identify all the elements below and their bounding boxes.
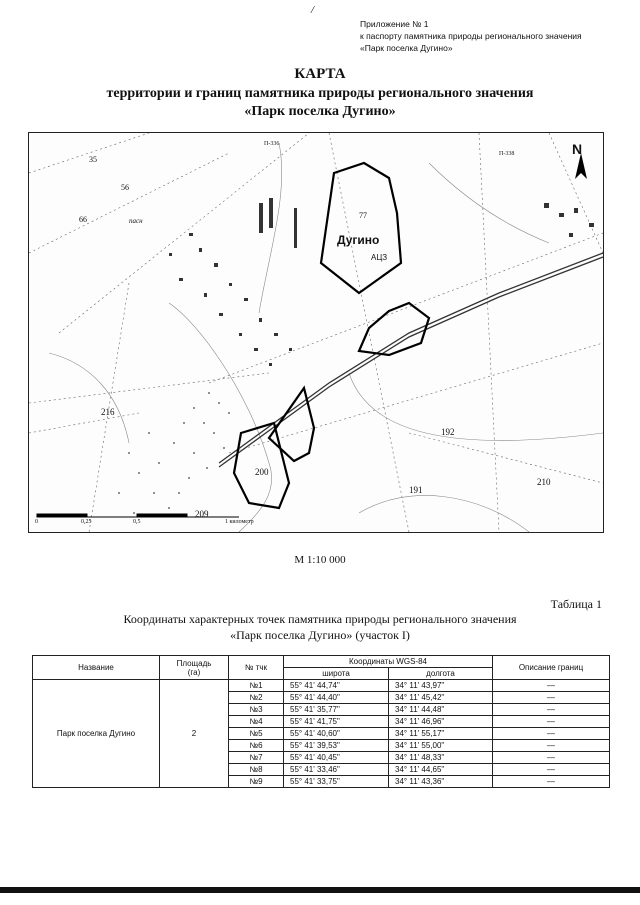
scale-tick: 0,5 [133,519,141,525]
header-area: Площадь (га) [160,656,229,680]
scale-tick: 1 километр [225,519,254,525]
longitude-cell: 34° 11' 48,33" [389,752,493,764]
latitude-cell: 55° 41' 33,46" [284,764,389,776]
map-label: 209 [195,509,209,519]
map-label: 200 [255,467,269,477]
map-label: 35 [89,155,97,164]
longitude-cell: 34° 11' 43,36" [389,776,493,788]
table-row [33,680,610,692]
header-description: Описание границ [493,656,610,680]
longitude-cell: 34° 11' 43,97" [389,680,493,692]
map-label: пасн [129,217,143,225]
point-cell: №3 [229,704,284,716]
area-cell: 2 [160,680,229,788]
scale-tick: 0 [35,519,38,525]
map-label: 191 [409,485,423,495]
latitude-cell: 55° 41' 41,75" [284,716,389,728]
longitude-cell: 34° 11' 55,00" [389,740,493,752]
header-longitude: долгота [389,668,493,680]
page-mark: / [311,4,315,16]
map-label: АЦЗ [371,253,388,262]
point-cell: №9 [229,776,284,788]
map-label: 216 [101,407,115,417]
document-subtitle-name: «Парк поселка Дугино» [244,104,396,119]
table-caption-line-2: «Парк поселка Дугино» (участок I) [230,628,410,642]
longitude-cell: 34° 11' 55,17" [389,728,493,740]
topographic-map [28,132,604,533]
coordinates-table [32,655,610,788]
map-scale: М 1:10 000 [294,554,346,566]
latitude-cell: 55° 41' 33,75" [284,776,389,788]
header-latitude: широта [284,668,389,680]
monument-name-cell: Парк поселка Дугино [33,680,160,788]
map-label: 192 [441,427,455,437]
footer-rule [0,887,640,893]
point-cell: №1 [229,680,284,692]
map-label: П-338 [499,151,515,157]
latitude-cell: 55° 41' 40,60" [284,728,389,740]
longitude-cell: 34° 11' 44,48" [389,704,493,716]
description-cell: — [493,728,610,740]
longitude-cell: 34° 11' 44,65" [389,764,493,776]
latitude-cell: 55° 41' 39,53" [284,740,389,752]
description-cell: — [493,680,610,692]
appendix-line-3: «Парк поселка Дугино» [360,43,453,53]
document-title: КАРТА [294,66,346,82]
description-cell: — [493,716,610,728]
north-label: N [572,141,583,157]
scale-tick: 0,25 [81,519,92,525]
description-cell: — [493,764,610,776]
latitude-cell: 55° 41' 44,74" [284,680,389,692]
point-cell: №5 [229,728,284,740]
point-cell: №6 [229,740,284,752]
description-cell: — [493,692,610,704]
description-cell: — [493,776,610,788]
latitude-cell: 55° 41' 44,40" [284,692,389,704]
map-label: П-336 [264,141,280,147]
header-coords: Координаты WGS-84 [284,656,493,668]
table-caption [0,611,640,643]
map-label: 56 [121,183,129,192]
appendix-line-1: Приложение № 1 [360,19,429,29]
document-subtitle: территории и границ памятника природы регионального значения [106,86,534,101]
point-cell: №4 [229,716,284,728]
description-cell: — [493,752,610,764]
appendix-line-2: к паспорту памятника природы регионального значения [360,31,582,41]
map-label: 77 [359,211,367,220]
latitude-cell: 55° 41' 35,77" [284,704,389,716]
header-point: № тчк [229,656,284,680]
point-cell: №2 [229,692,284,704]
appendix-note [360,18,582,54]
point-cell: №8 [229,764,284,776]
point-cell: №7 [229,752,284,764]
description-cell: — [493,740,610,752]
longitude-cell: 34° 11' 46,96" [389,716,493,728]
map-label: 210 [537,477,551,487]
header-name: Название [33,656,160,680]
description-cell: — [493,704,610,716]
table-number: Таблица 1 [550,597,602,611]
table-caption-line-1: Координаты характерных точек памятника природы регионального значения [123,612,517,626]
map-label: 66 [79,215,87,224]
place-label: Дугино [337,233,380,247]
longitude-cell: 34° 11' 45,42" [389,692,493,704]
table-body [33,680,610,788]
latitude-cell: 55° 41' 40,45" [284,752,389,764]
